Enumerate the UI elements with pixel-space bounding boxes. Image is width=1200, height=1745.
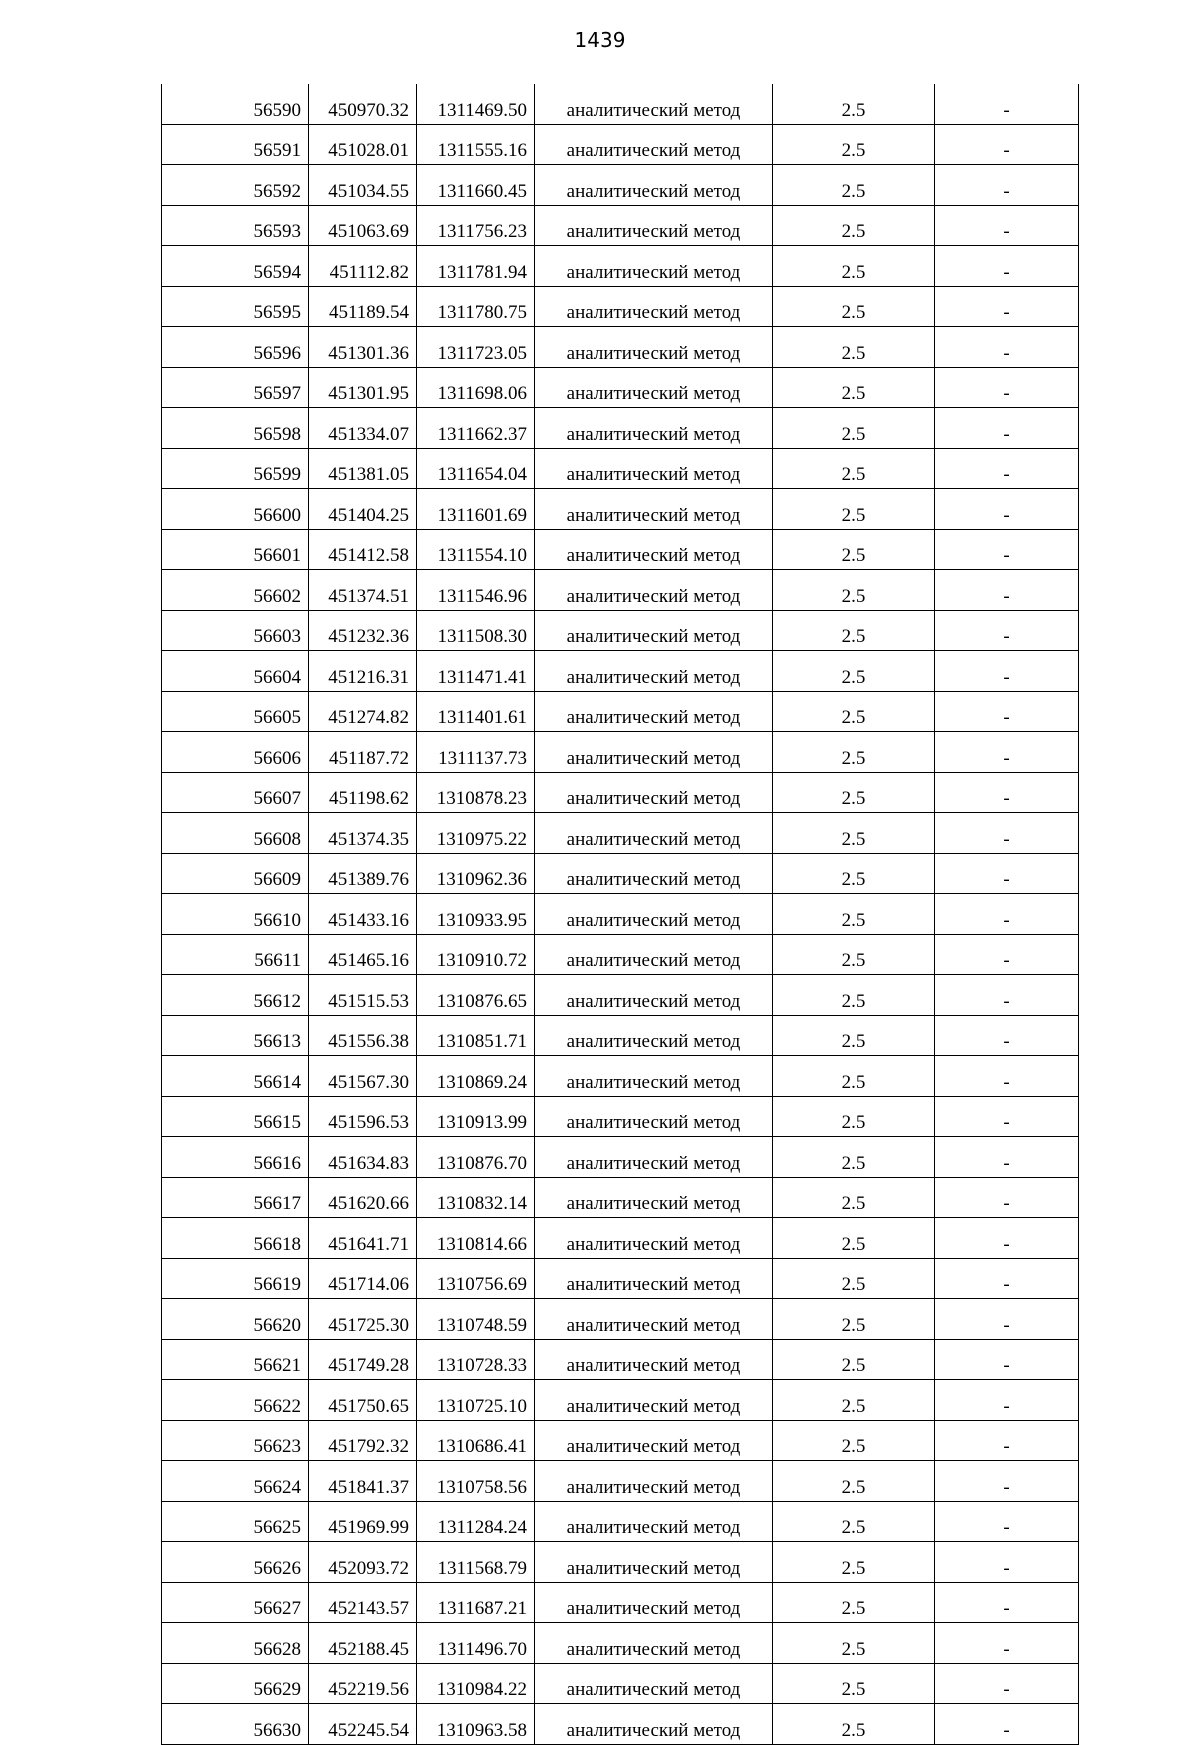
accuracy-cell: 2.5 (773, 894, 935, 935)
method-cell: аналитический метод (535, 529, 773, 570)
x-coordinate-cell: 451034.55 (309, 165, 417, 206)
table-row (162, 165, 1079, 206)
method-cell: аналитический метод (535, 1420, 773, 1461)
point-number-cell: 56623 (162, 1420, 309, 1461)
y-coordinate-cell: 1311687.21 (417, 1582, 535, 1623)
y-coordinate-cell: 1311780.75 (417, 286, 535, 327)
note-cell: - (935, 327, 1079, 368)
table-row (162, 1704, 1079, 1745)
x-coordinate-cell: 451412.58 (309, 529, 417, 570)
table-row (162, 1420, 1079, 1461)
table-row (162, 1501, 1079, 1542)
point-number-cell: 56607 (162, 772, 309, 813)
note-cell: - (935, 205, 1079, 246)
point-number-cell: 56606 (162, 732, 309, 773)
y-coordinate-cell: 1311546.96 (417, 570, 535, 611)
table-row (162, 894, 1079, 935)
method-cell: аналитический метод (535, 1623, 773, 1664)
table-row (162, 1096, 1079, 1137)
point-number-cell: 56600 (162, 489, 309, 530)
accuracy-cell: 2.5 (773, 1137, 935, 1178)
y-coordinate-cell: 1311554.10 (417, 529, 535, 570)
x-coordinate-cell: 451063.69 (309, 205, 417, 246)
y-coordinate-cell: 1311471.41 (417, 651, 535, 692)
table-row (162, 489, 1079, 530)
accuracy-cell: 2.5 (773, 1380, 935, 1421)
table-row (162, 124, 1079, 165)
y-coordinate-cell: 1310869.24 (417, 1056, 535, 1097)
table-row (162, 205, 1079, 246)
x-coordinate-cell: 451301.36 (309, 327, 417, 368)
accuracy-cell: 2.5 (773, 1339, 935, 1380)
table-row (162, 691, 1079, 732)
note-cell: - (935, 367, 1079, 408)
method-cell: аналитический метод (535, 1339, 773, 1380)
y-coordinate-cell: 1310963.58 (417, 1704, 535, 1745)
note-cell: - (935, 732, 1079, 773)
method-cell: аналитический метод (535, 1177, 773, 1218)
note-cell: - (935, 1177, 1079, 1218)
y-coordinate-cell: 1310913.99 (417, 1096, 535, 1137)
x-coordinate-cell: 452219.56 (309, 1663, 417, 1704)
y-coordinate-cell: 1311137.73 (417, 732, 535, 773)
y-coordinate-cell: 1310910.72 (417, 934, 535, 975)
method-cell: аналитический метод (535, 165, 773, 206)
table-row (162, 1380, 1079, 1421)
point-number-cell: 56609 (162, 853, 309, 894)
method-cell: аналитический метод (535, 853, 773, 894)
point-number-cell: 56615 (162, 1096, 309, 1137)
accuracy-cell: 2.5 (773, 1015, 935, 1056)
note-cell: - (935, 1339, 1079, 1380)
coordinates-table-body (162, 84, 1079, 1744)
table-row (162, 367, 1079, 408)
x-coordinate-cell: 451198.62 (309, 772, 417, 813)
y-coordinate-cell: 1310686.41 (417, 1420, 535, 1461)
y-coordinate-cell: 1311568.79 (417, 1542, 535, 1583)
table-row (162, 246, 1079, 287)
method-cell: аналитический метод (535, 691, 773, 732)
point-number-cell: 56629 (162, 1663, 309, 1704)
y-coordinate-cell: 1311698.06 (417, 367, 535, 408)
table-row (162, 529, 1079, 570)
note-cell: - (935, 1704, 1079, 1745)
accuracy-cell: 2.5 (773, 124, 935, 165)
method-cell: аналитический метод (535, 1015, 773, 1056)
x-coordinate-cell: 452143.57 (309, 1582, 417, 1623)
x-coordinate-cell: 451389.76 (309, 853, 417, 894)
point-number-cell: 56608 (162, 813, 309, 854)
point-number-cell: 56604 (162, 651, 309, 692)
note-cell: - (935, 1582, 1079, 1623)
table-row (162, 1299, 1079, 1340)
y-coordinate-cell: 1310975.22 (417, 813, 535, 854)
point-number-cell: 56618 (162, 1218, 309, 1259)
method-cell: аналитический метод (535, 975, 773, 1016)
x-coordinate-cell: 451725.30 (309, 1299, 417, 1340)
method-cell: аналитический метод (535, 448, 773, 489)
accuracy-cell: 2.5 (773, 853, 935, 894)
method-cell: аналитический метод (535, 408, 773, 449)
table-row (162, 1461, 1079, 1502)
method-cell: аналитический метод (535, 1582, 773, 1623)
table-row (162, 1137, 1079, 1178)
y-coordinate-cell: 1310876.65 (417, 975, 535, 1016)
note-cell: - (935, 1015, 1079, 1056)
accuracy-cell: 2.5 (773, 246, 935, 287)
method-cell: аналитический метод (535, 732, 773, 773)
y-coordinate-cell: 1311508.30 (417, 610, 535, 651)
point-number-cell: 56627 (162, 1582, 309, 1623)
x-coordinate-cell: 451714.06 (309, 1258, 417, 1299)
point-number-cell: 56619 (162, 1258, 309, 1299)
x-coordinate-cell: 451465.16 (309, 934, 417, 975)
x-coordinate-cell: 452093.72 (309, 1542, 417, 1583)
point-number-cell: 56595 (162, 286, 309, 327)
note-cell: - (935, 975, 1079, 1016)
y-coordinate-cell: 1311469.50 (417, 84, 535, 124)
x-coordinate-cell: 451381.05 (309, 448, 417, 489)
point-number-cell: 56625 (162, 1501, 309, 1542)
note-cell: - (935, 853, 1079, 894)
note-cell: - (935, 1542, 1079, 1583)
y-coordinate-cell: 1311660.45 (417, 165, 535, 206)
note-cell: - (935, 1258, 1079, 1299)
point-number-cell: 56616 (162, 1137, 309, 1178)
method-cell: аналитический метод (535, 1137, 773, 1178)
table-row (162, 610, 1079, 651)
y-coordinate-cell: 1311662.37 (417, 408, 535, 449)
point-number-cell: 56598 (162, 408, 309, 449)
y-coordinate-cell: 1310832.14 (417, 1177, 535, 1218)
note-cell: - (935, 408, 1079, 449)
accuracy-cell: 2.5 (773, 691, 935, 732)
table-row (162, 408, 1079, 449)
table-row (162, 1015, 1079, 1056)
y-coordinate-cell: 1310962.36 (417, 853, 535, 894)
point-number-cell: 56612 (162, 975, 309, 1016)
method-cell: аналитический метод (535, 1258, 773, 1299)
accuracy-cell: 2.5 (773, 1542, 935, 1583)
accuracy-cell: 2.5 (773, 286, 935, 327)
point-number-cell: 56613 (162, 1015, 309, 1056)
method-cell: аналитический метод (535, 1542, 773, 1583)
note-cell: - (935, 813, 1079, 854)
accuracy-cell: 2.5 (773, 408, 935, 449)
y-coordinate-cell: 1311756.23 (417, 205, 535, 246)
note-cell: - (935, 165, 1079, 206)
point-number-cell: 56602 (162, 570, 309, 611)
x-coordinate-cell: 451334.07 (309, 408, 417, 449)
method-cell: аналитический метод (535, 1096, 773, 1137)
accuracy-cell: 2.5 (773, 84, 935, 124)
x-coordinate-cell: 451112.82 (309, 246, 417, 287)
x-coordinate-cell: 452188.45 (309, 1623, 417, 1664)
point-number-cell: 56597 (162, 367, 309, 408)
point-number-cell: 56592 (162, 165, 309, 206)
note-cell: - (935, 934, 1079, 975)
note-cell: - (935, 489, 1079, 530)
accuracy-cell: 2.5 (773, 1461, 935, 1502)
x-coordinate-cell: 452245.54 (309, 1704, 417, 1745)
method-cell: аналитический метод (535, 1380, 773, 1421)
accuracy-cell: 2.5 (773, 1177, 935, 1218)
y-coordinate-cell: 1310814.66 (417, 1218, 535, 1259)
accuracy-cell: 2.5 (773, 1299, 935, 1340)
table-row (162, 327, 1079, 368)
table-row (162, 934, 1079, 975)
accuracy-cell: 2.5 (773, 651, 935, 692)
note-cell: - (935, 529, 1079, 570)
y-coordinate-cell: 1310758.56 (417, 1461, 535, 1502)
note-cell: - (935, 1137, 1079, 1178)
note-cell: - (935, 1420, 1079, 1461)
accuracy-cell: 2.5 (773, 1704, 935, 1745)
table-row (162, 732, 1079, 773)
y-coordinate-cell: 1311601.69 (417, 489, 535, 530)
table-row (162, 448, 1079, 489)
x-coordinate-cell: 451567.30 (309, 1056, 417, 1097)
point-number-cell: 56628 (162, 1623, 309, 1664)
accuracy-cell: 2.5 (773, 1623, 935, 1664)
coordinates-table (161, 84, 1079, 1745)
accuracy-cell: 2.5 (773, 1501, 935, 1542)
x-coordinate-cell: 451028.01 (309, 124, 417, 165)
accuracy-cell: 2.5 (773, 489, 935, 530)
note-cell: - (935, 448, 1079, 489)
y-coordinate-cell: 1310851.71 (417, 1015, 535, 1056)
accuracy-cell: 2.5 (773, 1258, 935, 1299)
x-coordinate-cell: 451969.99 (309, 1501, 417, 1542)
x-coordinate-cell: 451515.53 (309, 975, 417, 1016)
point-number-cell: 56596 (162, 327, 309, 368)
method-cell: аналитический метод (535, 327, 773, 368)
accuracy-cell: 2.5 (773, 1056, 935, 1097)
note-cell: - (935, 610, 1079, 651)
x-coordinate-cell: 451216.31 (309, 651, 417, 692)
method-cell: аналитический метод (535, 124, 773, 165)
y-coordinate-cell: 1310878.23 (417, 772, 535, 813)
point-number-cell: 56614 (162, 1056, 309, 1097)
x-coordinate-cell: 451404.25 (309, 489, 417, 530)
note-cell: - (935, 651, 1079, 692)
point-number-cell: 56617 (162, 1177, 309, 1218)
note-cell: - (935, 570, 1079, 611)
method-cell: аналитический метод (535, 1704, 773, 1745)
method-cell: аналитический метод (535, 367, 773, 408)
x-coordinate-cell: 450970.32 (309, 84, 417, 124)
table-row (162, 1218, 1079, 1259)
table-row (162, 1663, 1079, 1704)
accuracy-cell: 2.5 (773, 165, 935, 206)
method-cell: аналитический метод (535, 570, 773, 611)
method-cell: аналитический метод (535, 246, 773, 287)
y-coordinate-cell: 1310756.69 (417, 1258, 535, 1299)
point-number-cell: 56593 (162, 205, 309, 246)
accuracy-cell: 2.5 (773, 367, 935, 408)
y-coordinate-cell: 1310933.95 (417, 894, 535, 935)
method-cell: аналитический метод (535, 489, 773, 530)
table-row (162, 853, 1079, 894)
x-coordinate-cell: 451596.53 (309, 1096, 417, 1137)
x-coordinate-cell: 451841.37 (309, 1461, 417, 1502)
table-row (162, 975, 1079, 1016)
y-coordinate-cell: 1311723.05 (417, 327, 535, 368)
y-coordinate-cell: 1311781.94 (417, 246, 535, 287)
method-cell: аналитический метод (535, 894, 773, 935)
y-coordinate-cell: 1311284.24 (417, 1501, 535, 1542)
accuracy-cell: 2.5 (773, 1218, 935, 1259)
method-cell: аналитический метод (535, 610, 773, 651)
accuracy-cell: 2.5 (773, 975, 935, 1016)
x-coordinate-cell: 451301.95 (309, 367, 417, 408)
accuracy-cell: 2.5 (773, 448, 935, 489)
method-cell: аналитический метод (535, 1299, 773, 1340)
y-coordinate-cell: 1310725.10 (417, 1380, 535, 1421)
method-cell: аналитический метод (535, 772, 773, 813)
note-cell: - (935, 286, 1079, 327)
table-row (162, 1582, 1079, 1623)
accuracy-cell: 2.5 (773, 570, 935, 611)
y-coordinate-cell: 1311401.61 (417, 691, 535, 732)
y-coordinate-cell: 1310876.70 (417, 1137, 535, 1178)
note-cell: - (935, 1380, 1079, 1421)
point-number-cell: 56621 (162, 1339, 309, 1380)
table-row (162, 1542, 1079, 1583)
y-coordinate-cell: 1310728.33 (417, 1339, 535, 1380)
point-number-cell: 56624 (162, 1461, 309, 1502)
accuracy-cell: 2.5 (773, 1582, 935, 1623)
x-coordinate-cell: 451374.51 (309, 570, 417, 611)
x-coordinate-cell: 451433.16 (309, 894, 417, 935)
note-cell: - (935, 1623, 1079, 1664)
y-coordinate-cell: 1310984.22 (417, 1663, 535, 1704)
x-coordinate-cell: 451556.38 (309, 1015, 417, 1056)
accuracy-cell: 2.5 (773, 732, 935, 773)
method-cell: аналитический метод (535, 651, 773, 692)
note-cell: - (935, 124, 1079, 165)
point-number-cell: 56626 (162, 1542, 309, 1583)
accuracy-cell: 2.5 (773, 813, 935, 854)
point-number-cell: 56599 (162, 448, 309, 489)
accuracy-cell: 2.5 (773, 772, 935, 813)
table-row (162, 84, 1079, 124)
note-cell: - (935, 894, 1079, 935)
method-cell: аналитический метод (535, 1056, 773, 1097)
accuracy-cell: 2.5 (773, 205, 935, 246)
x-coordinate-cell: 451620.66 (309, 1177, 417, 1218)
accuracy-cell: 2.5 (773, 1420, 935, 1461)
method-cell: аналитический метод (535, 1461, 773, 1502)
method-cell: аналитический метод (535, 1663, 773, 1704)
y-coordinate-cell: 1311555.16 (417, 124, 535, 165)
point-number-cell: 56630 (162, 1704, 309, 1745)
table-row (162, 1258, 1079, 1299)
point-number-cell: 56590 (162, 84, 309, 124)
point-number-cell: 56605 (162, 691, 309, 732)
y-coordinate-cell: 1311654.04 (417, 448, 535, 489)
note-cell: - (935, 1501, 1079, 1542)
method-cell: аналитический метод (535, 934, 773, 975)
point-number-cell: 56603 (162, 610, 309, 651)
note-cell: - (935, 691, 1079, 732)
note-cell: - (935, 1218, 1079, 1259)
method-cell: аналитический метод (535, 1501, 773, 1542)
table-row (162, 286, 1079, 327)
x-coordinate-cell: 451274.82 (309, 691, 417, 732)
note-cell: - (935, 1056, 1079, 1097)
note-cell: - (935, 772, 1079, 813)
table-row (162, 1623, 1079, 1664)
note-cell: - (935, 246, 1079, 287)
point-number-cell: 56601 (162, 529, 309, 570)
table-row (162, 1056, 1079, 1097)
point-number-cell: 56620 (162, 1299, 309, 1340)
x-coordinate-cell: 451232.36 (309, 610, 417, 651)
table-row (162, 1177, 1079, 1218)
table-row (162, 813, 1079, 854)
table-row (162, 1339, 1079, 1380)
x-coordinate-cell: 451189.54 (309, 286, 417, 327)
table-row (162, 570, 1079, 611)
note-cell: - (935, 1663, 1079, 1704)
x-coordinate-cell: 451792.32 (309, 1420, 417, 1461)
accuracy-cell: 2.5 (773, 327, 935, 368)
accuracy-cell: 2.5 (773, 1663, 935, 1704)
table-row (162, 772, 1079, 813)
point-number-cell: 56610 (162, 894, 309, 935)
method-cell: аналитический метод (535, 286, 773, 327)
method-cell: аналитический метод (535, 813, 773, 854)
y-coordinate-cell: 1311496.70 (417, 1623, 535, 1664)
point-number-cell: 56591 (162, 124, 309, 165)
method-cell: аналитический метод (535, 205, 773, 246)
point-number-cell: 56611 (162, 934, 309, 975)
x-coordinate-cell: 451749.28 (309, 1339, 417, 1380)
note-cell: - (935, 1461, 1079, 1502)
x-coordinate-cell: 451641.71 (309, 1218, 417, 1259)
point-number-cell: 56622 (162, 1380, 309, 1421)
table-row (162, 651, 1079, 692)
note-cell: - (935, 1096, 1079, 1137)
accuracy-cell: 2.5 (773, 610, 935, 651)
x-coordinate-cell: 451750.65 (309, 1380, 417, 1421)
x-coordinate-cell: 451374.35 (309, 813, 417, 854)
note-cell: - (935, 1299, 1079, 1340)
accuracy-cell: 2.5 (773, 529, 935, 570)
y-coordinate-cell: 1310748.59 (417, 1299, 535, 1340)
method-cell: аналитический метод (535, 1218, 773, 1259)
method-cell: аналитический метод (535, 84, 773, 124)
x-coordinate-cell: 451634.83 (309, 1137, 417, 1178)
note-cell: - (935, 84, 1079, 124)
page-number: 1439 (574, 28, 626, 52)
accuracy-cell: 2.5 (773, 1096, 935, 1137)
x-coordinate-cell: 451187.72 (309, 732, 417, 773)
accuracy-cell: 2.5 (773, 934, 935, 975)
point-number-cell: 56594 (162, 246, 309, 287)
